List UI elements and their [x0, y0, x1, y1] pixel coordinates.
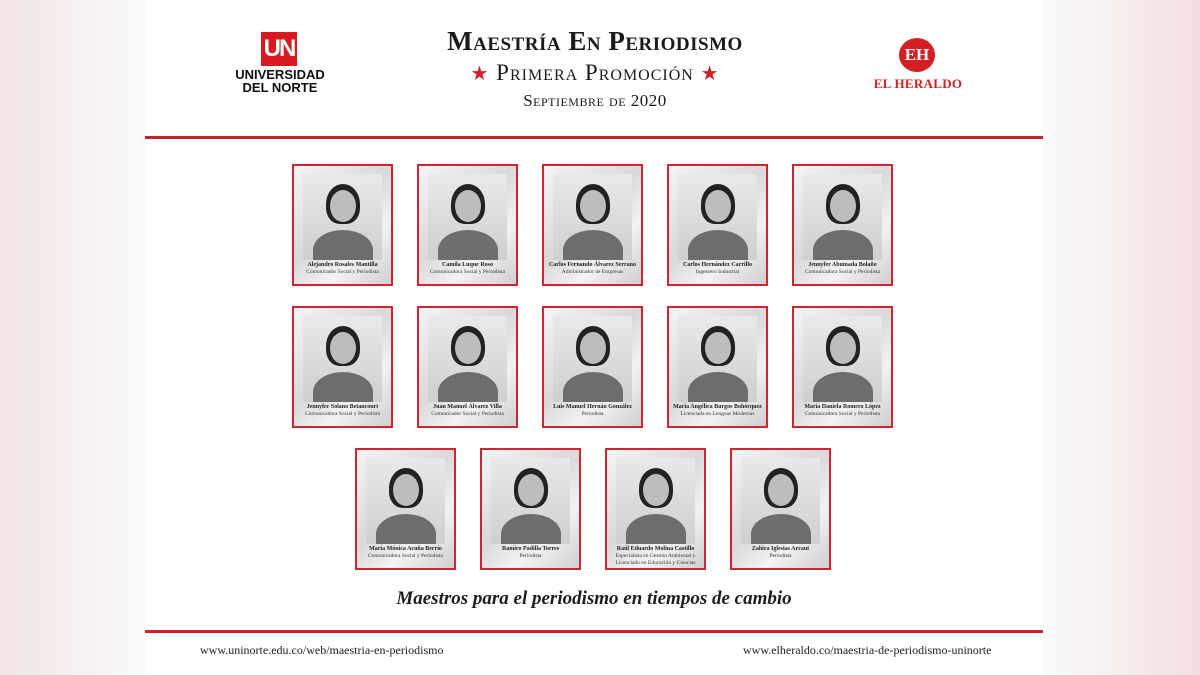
url-elheraldo: www.elheraldo.co/maestria-de-periodismo-uninorte: [743, 643, 992, 657]
graduate-name: Carlos Fernando Álvarez Serrano: [548, 262, 637, 268]
poster: [145, 0, 1043, 675]
graduate-role: Ingeniero Industrial: [695, 269, 740, 275]
graduate-card: [730, 448, 831, 570]
graduate-name: María Daniela Romero López: [804, 404, 881, 410]
graduate-role: Licenciada en Lenguas Modernas: [680, 411, 755, 417]
uninorte-line2: DEL NORTE: [242, 80, 318, 95]
promotion-line: [385, 58, 805, 89]
graduate-name: Jennyfer Solano Betancourt: [306, 404, 379, 410]
graduate-photo: [553, 316, 632, 402]
graduate-card: [542, 164, 643, 286]
graduate-photo: [678, 316, 757, 402]
graduate-role: Especialista en Gestión Ambiental y Licenciado en Educación y Ciencias: [615, 553, 696, 566]
background-left: [0, 0, 145, 675]
graduate-role: Periodista: [519, 553, 542, 559]
graduate-card: [792, 164, 893, 286]
uninorte-wordmark: [225, 68, 335, 94]
graduate-card: [667, 306, 768, 428]
date-line: Septiembre de 2020: [523, 91, 667, 110]
graduate-card: [292, 164, 393, 286]
graduate-name: Juan Manuel Álvarez Villa: [433, 404, 502, 410]
graduate-name: Camila Luque Roso: [441, 262, 493, 268]
graduate-role: Comunicadora Social y Periodista: [305, 411, 380, 417]
divider-top: [145, 136, 1043, 139]
graduate-role: Administrador de Empresas: [561, 269, 624, 275]
graduate-role: Comunicadora Social y Periodista: [805, 411, 880, 417]
graduate-role: Comunicadora Social y Periodista: [430, 269, 505, 275]
graduate-photo: [616, 458, 695, 544]
graduate-name: Luis Manuel Hernán González: [553, 404, 632, 410]
graduate-photo: [678, 174, 757, 260]
graduate-name: María Angélica Burgos Bohórquez: [673, 404, 762, 410]
graduate-photo: [741, 458, 820, 544]
graduate-card: [292, 306, 393, 428]
graduate-role: Comunicadora Social y Periodista: [368, 553, 443, 559]
graduate-photo: [803, 316, 882, 402]
graduate-photo: [428, 316, 507, 402]
header-titles: [385, 24, 805, 113]
uninorte-logo: [225, 32, 335, 96]
graduate-card: [605, 448, 706, 570]
graduate-name: Alejandro Rosales Mantilla: [307, 262, 378, 268]
graduate-name: Raúl Eduardo Molina Castillo: [616, 546, 695, 552]
graduate-role: Comunicador Social y Periodista: [306, 269, 379, 275]
graduate-name: Carlos Hernández Carrillo: [683, 262, 752, 268]
graduate-card: [542, 306, 643, 428]
promotion-text: Primera Promoción: [496, 60, 694, 85]
graduate-photo: [428, 174, 507, 260]
graduate-name: Zahira Iglesias Arraut: [751, 546, 810, 552]
graduate-photo: [303, 316, 382, 402]
graduate-role: Comunicadora Social y Periodista: [805, 269, 880, 275]
background-right: [1043, 0, 1200, 675]
tagline: Maestros para el periodismo en tiempos de cambio: [396, 588, 792, 609]
url-uninorte: www.uninorte.edu.co/web/maestria-en-periodismo: [200, 643, 444, 657]
graduate-card: [355, 448, 456, 570]
graduate-photo: [303, 174, 382, 260]
graduate-name: María Mónica Acuña Berrío: [369, 546, 442, 552]
graduate-name: Ramiro Padilla Torres: [501, 546, 560, 552]
elheraldo-mark: EH: [899, 38, 935, 72]
elheraldo-wordmark: EL HERALDO: [873, 76, 963, 91]
graduate-role: Periodista: [581, 411, 604, 417]
graduate-card: [667, 164, 768, 286]
page-title: Maestría En Periodismo: [447, 26, 743, 56]
uninorte-mark: UN: [261, 32, 297, 66]
graduate-photo: [366, 458, 445, 544]
uninorte-line1: UNIVERSIDAD: [235, 67, 325, 82]
graduate-role: Periodista: [769, 553, 792, 559]
graduate-photo: [553, 174, 632, 260]
graduate-photo: [491, 458, 570, 544]
graduate-photo: [803, 174, 882, 260]
divider-bottom: [145, 630, 1043, 633]
graduate-card: [417, 164, 518, 286]
star-icon: ★: [700, 63, 720, 85]
star-icon: ★: [470, 63, 490, 85]
graduate-card: [417, 306, 518, 428]
elheraldo-logo: [863, 38, 973, 94]
graduate-card: [792, 306, 893, 428]
graduate-name: Jennyfer Abumada Bolaño: [808, 262, 877, 268]
graduate-role: Comunicador Social y Periodista: [431, 411, 504, 417]
graduate-card: [480, 448, 581, 570]
